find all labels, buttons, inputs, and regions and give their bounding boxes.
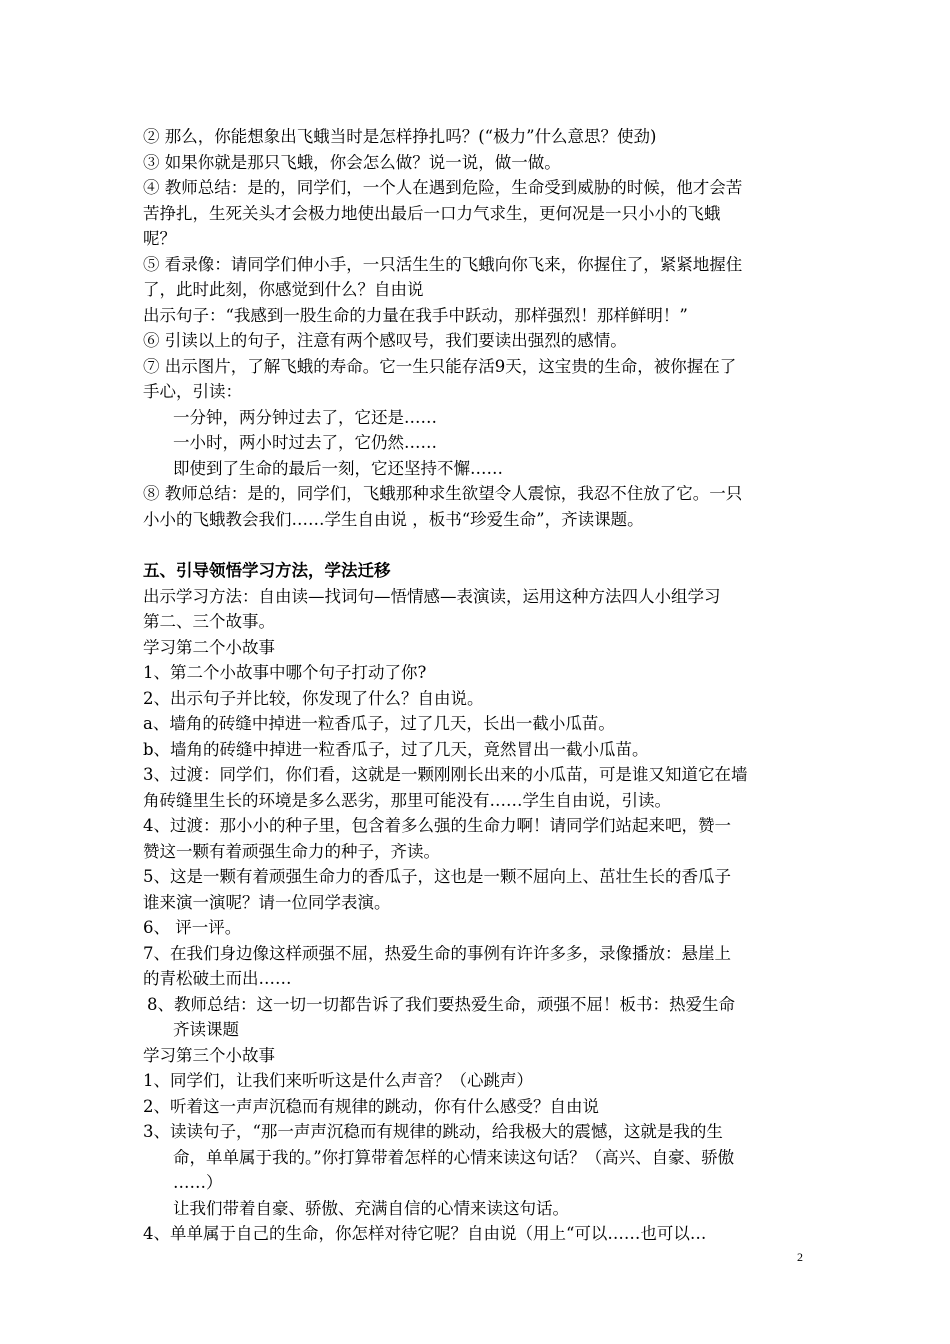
text-line: 1、第二个小故事中哪个句子打动了你? xyxy=(143,663,427,682)
text-line: 2、出示句子并比较，你发现了什么？自由说。 xyxy=(143,688,484,708)
text-line: 苦挣扎，生死关头才会极力地使出最后一口力气求生，更何况是一只小小的飞蛾 xyxy=(143,203,721,223)
text-line: 4、过渡：那小小的种子里，包含着多么强的生命力啊！请同学们站起来吧，赞一 xyxy=(143,816,731,835)
text-line: 2、听着这一声声沉稳而有规律的跳动，你有什么感受？自由说 xyxy=(143,1096,599,1116)
text-line: 一分钟，两分钟过去了，它还是…… xyxy=(173,407,437,427)
text-line: b、墙角的砖缝中掉进一粒香瓜子，过了几天，竟然冒出一截小瓜苗。 xyxy=(143,739,649,759)
text-line: 手心，引读： xyxy=(143,382,242,401)
paragraph-gap xyxy=(143,532,811,558)
text-line: ⑦ 出示图片，了解飞蛾的寿命。它一生只能存活9天，这宝贵的生命，被你握在了 xyxy=(143,356,737,376)
text-line: 7、在我们身边像这样顽强不屈，热爱生命的事例有许许多多，录像播放：悬崖上 xyxy=(143,943,731,963)
page-number: 2 xyxy=(797,1250,803,1264)
text-line: ④ 教师总结：是的，同学们，一个人在遇到危险，生命受到威胁的时候，他才会苦 xyxy=(143,178,743,197)
text-line: 5、这是一颗有着顽强生命力的香瓜子，这也是一颗不屈向上、茁壮生长的香瓜子 xyxy=(143,867,731,886)
text-line: 6、 评一评。 xyxy=(143,918,242,937)
text-line: 谁来演一演呢？请一位同学表演。 xyxy=(143,892,391,912)
text-line: 3、过渡：同学们，你们看，这就是一颗刚刚长出来的小瓜苗，可是谁又知道它在墙 xyxy=(143,765,748,784)
text-line: 第二、三个故事。 xyxy=(143,612,275,631)
text-line: 小小的飞蛾教会我们……学生自由说 ，板书“珍爱生命”，齐读课题。 xyxy=(143,509,644,529)
text-line: 3、读读句子，“那一声声沉稳而有规律的跳动，给我极大的震憾，这就是我的生 xyxy=(143,1122,723,1141)
text-line: 即使到了生命的最后一刻，它还坚持不懈…… xyxy=(173,458,503,478)
text-line: ⑧ 教师总结：是的，同学们，飞蛾那种求生欲望令人震惊，我忍不住放了它。一只 xyxy=(143,484,743,503)
text-line: 出示学习方法：自由读—找词句—悟情感—表演读，运用这种方法四人小组学习 xyxy=(143,586,721,606)
text-line: 赞这一颗有着顽强生命力的种子，齐读。 xyxy=(143,841,440,861)
text-line: 出示句子：“我感到一股生命的力量在我手中跃动，那样强烈！那样鲜明！” xyxy=(143,305,688,325)
text-line: ② 那么，你能想象出飞蛾当时是怎样挣扎吗？(“极力”什么意思？使劲) xyxy=(143,127,657,146)
text-line: 的青松破土而出…… xyxy=(143,969,292,988)
body-text xyxy=(143,124,811,1247)
text-line: 了，此时此刻，你感觉到什么？自由说 xyxy=(143,280,424,299)
text-line: 4、单单属于自己的生命，你怎样对待它呢？自由说（用上“可以……也可以… xyxy=(143,1224,707,1243)
text-line: 角砖缝里生长的环境是多么恶劣，那里可能没有……学生自由说，引读。 xyxy=(143,790,671,810)
text-line: 齐读课题 xyxy=(173,1020,239,1039)
text-line: 让我们带着自豪、骄傲、充满自信的心情来读这句话。 xyxy=(173,1198,569,1218)
subsection-title: 学习第二个小故事 xyxy=(143,637,275,657)
text-line: ……） xyxy=(173,1173,223,1192)
text-line: a、墙角的砖缝中掉进一粒香瓜子，过了几天，长出一截小瓜苗。 xyxy=(143,714,615,733)
text-line: 8、教师总结：这一切一切都告诉了我们要热爱生命，顽强不屈！板书：热爱生命 xyxy=(147,994,735,1014)
text-line: ⑥ 引读以上的句子，注意有两个感叹号，我们要读出强烈的感情。 xyxy=(143,331,627,350)
text-line: 命，单单属于我的。”你打算带着怎样的心情来读这句话？（高兴、自豪、骄傲 xyxy=(173,1147,735,1167)
text-line: ③ 如果你就是那只飞蛾，你会怎么做？说一说，做一做。 xyxy=(143,152,561,172)
text-line: 一小时，两小时过去了，它仍然…… xyxy=(173,433,437,452)
text-line: 呢？ xyxy=(143,229,176,248)
text-line: 1、同学们，让我们来听听这是什么声音？（心跳声） xyxy=(143,1071,533,1090)
section-heading: 五、引导领悟学习方法，学法迁移 xyxy=(143,561,391,580)
subsection-title: 学习第三个小故事 xyxy=(143,1045,275,1065)
text-line: ⑤ 看录像：请同学们伸小手，一只活生生的飞蛾向你飞来，你握住了，紧紧地握住 xyxy=(143,254,743,274)
